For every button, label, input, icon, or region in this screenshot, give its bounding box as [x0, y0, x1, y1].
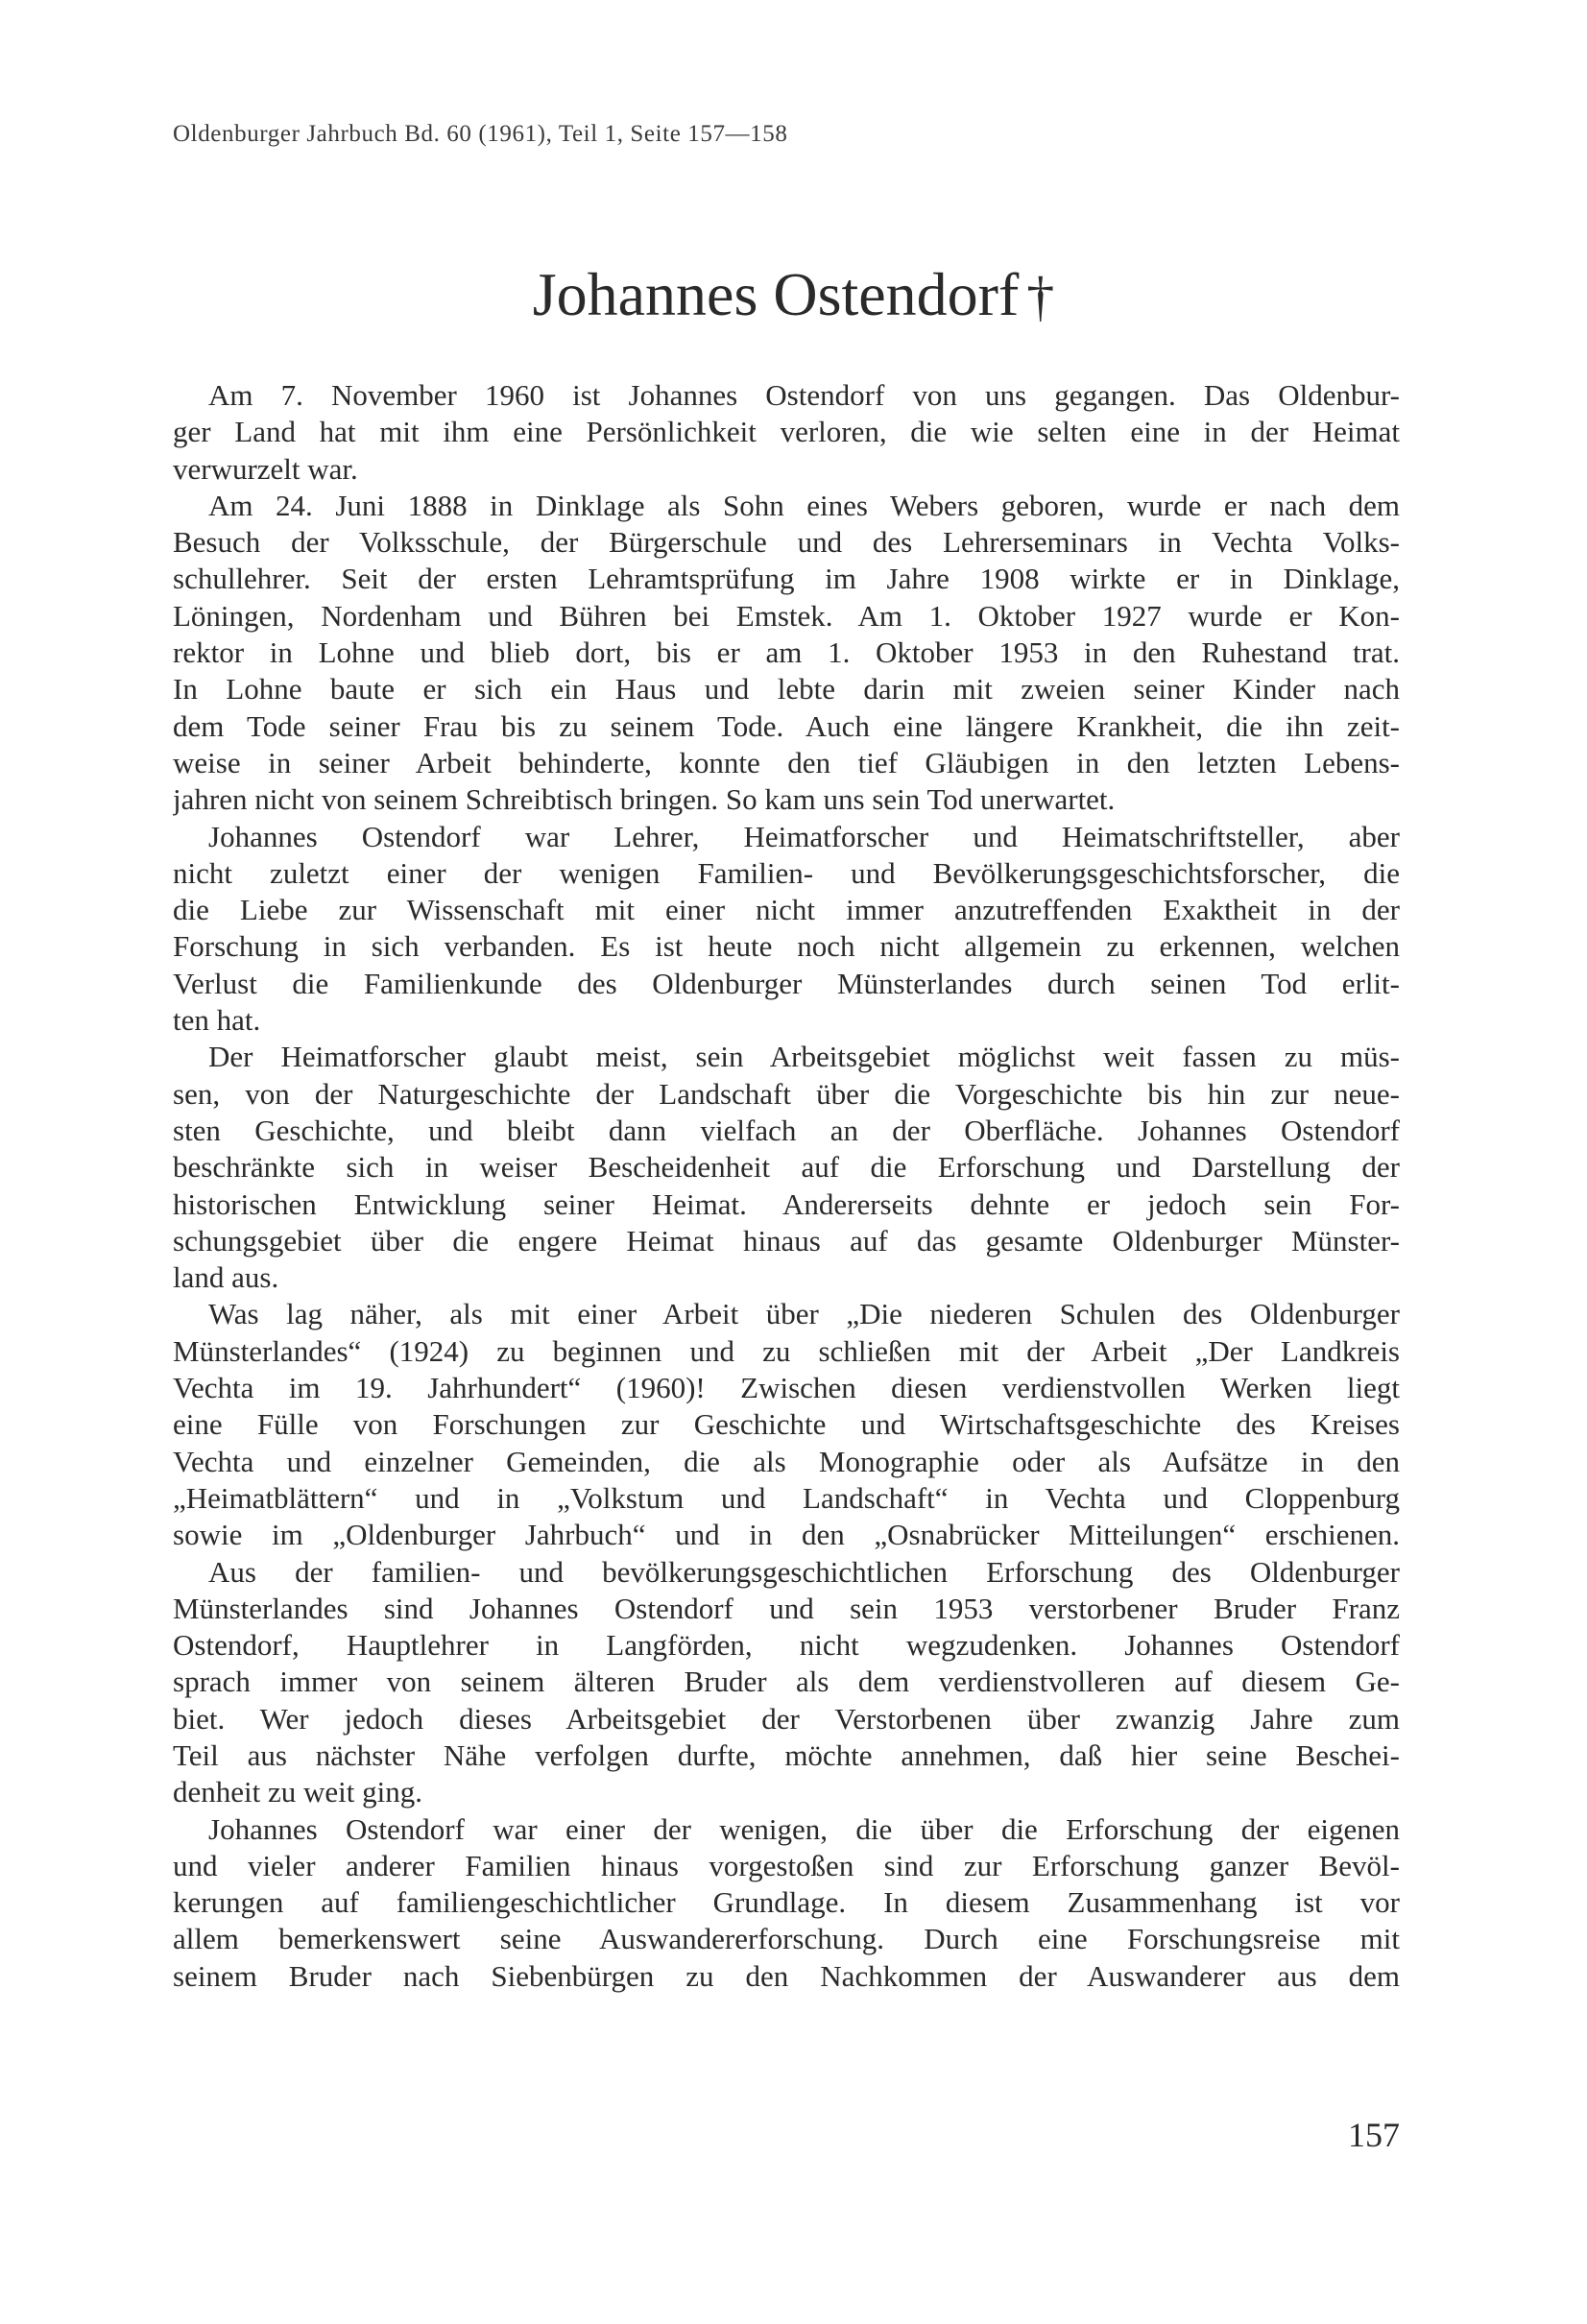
text-line: In Lohne baute er sich ein Haus und lebte darin mit zweien seiner Kinder nach [173, 672, 1400, 707]
text-line: Am 24. Juni 1888 in Dinklage als Sohn eines Webers geboren, wurde er nach dem [208, 488, 1400, 522]
text-line: Am 7. November 1960 ist Johannes Ostendorf von uns gegangen. Das Oldenbur- [208, 378, 1400, 412]
text-line: land aus. [173, 1260, 279, 1295]
text-line: historischen Entwicklung seiner Heimat. Andererseits dehnte er jedoch sein For- [173, 1186, 1400, 1221]
text-line: seinem Bruder nach Siebenbürgen zu den Nachkommen der Auswanderer aus dem [173, 1958, 1400, 1993]
text-line: Münsterlandes“ (1924) zu beginnen und zu schließen mit der Arbeit „Der Landkreis [173, 1333, 1400, 1368]
text-line: Johannes Ostendorf war einer der wenigen, die über die Erforschung der eigenen [208, 1811, 1400, 1846]
text-line: Verlust die Familienkunde des Oldenburger Münsterlandes durch seinen Tod erlit- [173, 966, 1400, 1000]
text-line: Ostendorf, Hauptlehrer in Langförden, nicht wegzudenken. Johannes Ostendorf [173, 1628, 1400, 1663]
text-line: Münsterlandes sind Johannes Ostendorf und sein 1953 verstorbener Bruder Franz [173, 1591, 1400, 1625]
text-line: Der Heimatforscher glaubt meist, sein Arbeitsgebiet möglichst weit fassen zu müs- [208, 1040, 1400, 1074]
text-line: Was lag näher, als mit einer Arbeit über „Die niederen Schulen des Oldenburger [208, 1297, 1400, 1331]
text-line: Besuch der Volksschule, der Bürgerschule und des Lehrerseminars in Vechta Volks- [173, 525, 1400, 560]
text-line: Vechta im 19. Jahrhundert“ (1960)! Zwischen diesen verdienstvollen Werken liegt [173, 1371, 1400, 1405]
text-line: Forschung in sich verbanden. Es ist heute noch nicht allgemein zu erkennen, welchen [173, 929, 1400, 964]
text-line: sten Geschichte, und bleibt dann vielfach an der Oberfläche. Johannes Ostendorf [173, 1113, 1400, 1147]
text-line: die Liebe zur Wissenschaft mit einer nicht immer anzutreffenden Exaktheit in der [173, 893, 1400, 927]
text-line: rektor in Lohne und blieb dort, bis er am 1. Oktober 1953 in den Ruhestand trat. [173, 635, 1400, 670]
text-line: verwurzelt war. [173, 451, 358, 486]
text-line: denheit zu weit ging. [173, 1775, 422, 1809]
text-line: biet. Wer jedoch dieses Arbeitsgebiet der Verstorbenen über zwanzig Jahre zum [173, 1701, 1400, 1736]
text-line: kerungen auf familiengeschichtlicher Grundlage. In diesem Zusammenhang ist vor [173, 1885, 1400, 1920]
text-line: jahren nicht von seinem Schreibtisch bringen. So kam uns sein Tod unerwartet. [173, 782, 1116, 817]
page-number: 157 [1348, 2116, 1400, 2154]
text-line: schungsgebiet über die engere Heimat hinaus auf das gesamte Oldenburger Münster- [173, 1223, 1400, 1258]
text-line: Löningen, Nordenham und Bühren bei Emstek. Am 1. Oktober 1927 wurde er Kon- [173, 598, 1400, 633]
text-line: ten hat. [173, 1003, 261, 1038]
text-line: und vieler anderer Familien hinaus vorgestoßen sind zur Erforschung ganzer Bevöl- [173, 1848, 1400, 1882]
text-line: eine Fülle von Forschungen zur Geschichte und Wirtschaftsgeschichte des Kreises [173, 1407, 1400, 1442]
text-line: ger Land hat mit ihm eine Persönlichkeit verloren, die wie selten eine in der Heimat [173, 415, 1400, 449]
text-line: dem Tode seiner Frau bis zu seinem Tode. Auch eine längere Krankheit, die ihn zeit- [173, 708, 1400, 743]
text-line: „Heimatblättern“ und in „Volkstum und Landschaft“ in Vechta und Cloppenburg [173, 1480, 1400, 1515]
article-title [0, 259, 1587, 330]
dagger-symbol: † [1026, 265, 1055, 327]
text-line: Vechta und einzelner Gemeinden, die als Monographie oder als Aufsätze in den [173, 1444, 1400, 1478]
text-line: beschränkte sich in weiser Bescheidenheit auf die Erforschung und Darstellung der [173, 1150, 1400, 1185]
article-body [173, 377, 1400, 1995]
text-line: sen, von der Naturgeschichte der Landschaft über die Vorgeschichte bis hin zur neue- [173, 1076, 1400, 1111]
text-line: Teil aus nächster Nähe verfolgen durfte, möchte annehmen, daß hier seine Beschei- [173, 1737, 1400, 1772]
text-line: weise in seiner Arbeit behinderte, konnte den tief Gläubigen in den letzten Lebens- [173, 745, 1400, 779]
text-line: allem bemerkenswert seine Auswandererforschung. Durch eine Forschungsreise mit [173, 1922, 1400, 1956]
journal-citation: Oldenburger Jahrbuch Bd. 60 (1961), Teil 1, Seite 157—158 [173, 121, 788, 147]
text-line: sprach immer von seinem älteren Bruder als dem verdienstvolleren auf diesem Ge- [173, 1665, 1400, 1699]
text-line: Aus der familien- und bevölkerungsgeschichtlichen Erforschung des Oldenburger [208, 1554, 1400, 1589]
text-line: sowie im „Oldenburger Jahrbuch“ und in den „Osnabrücker Mitteilungen“ erschienen. [173, 1518, 1400, 1552]
text-line: nicht zuletzt einer der wenigen Familien- und Bevölkerungsgeschichtsforscher, die [173, 855, 1400, 890]
text-line: schullehrer. Seit der ersten Lehramtsprüfung im Jahre 1908 wirkte er in Dinklage, [173, 562, 1400, 596]
text-line: Johannes Ostendorf war Lehrer, Heimatforscher und Heimatschriftsteller, aber [208, 819, 1400, 853]
title-name: Johannes Ostendorf [532, 260, 1020, 328]
